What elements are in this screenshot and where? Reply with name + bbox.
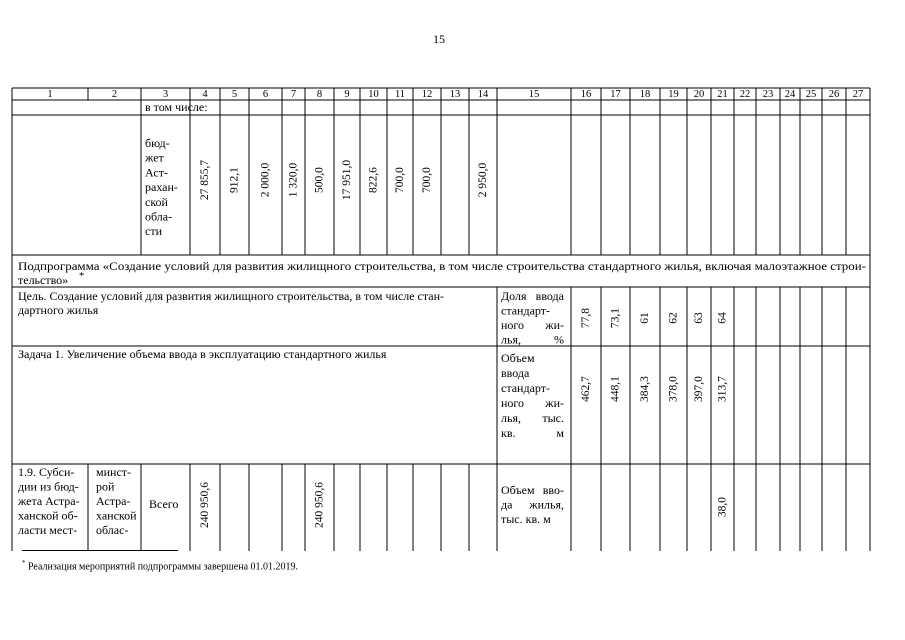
task-indicator: ного [501, 396, 525, 410]
column-header-14: 14 [477, 89, 489, 100]
column-header-17: 17 [610, 89, 621, 100]
column-header-2: 2 [111, 89, 118, 100]
column-header-27: 27 [852, 89, 864, 100]
item-responsible: Астра- [96, 494, 131, 508]
goal-indicator: жи- [545, 318, 564, 332]
task-indicator: ввода [501, 366, 530, 380]
item-indicator: да [501, 497, 513, 512]
column-header-3: 3 [162, 89, 169, 100]
item-value-col8: 240 950,6 [313, 482, 326, 528]
column-header-19: 19 [668, 89, 679, 100]
item-value-col21: 38,0 [716, 496, 729, 518]
goal-value: 61 [639, 312, 651, 324]
task-text: Задача 1. Увеличение объема ввода в эксплуатацию стандартного жилья [18, 347, 387, 361]
task-value: 313,7 [716, 376, 729, 402]
goal-indicator: ввода [535, 289, 564, 303]
column-header-22: 22 [739, 89, 751, 100]
item-title: дии из бюд- [18, 479, 79, 494]
column-header-12: 12 [421, 89, 433, 100]
item-total-label: Всего [149, 497, 179, 511]
column-header-1: 1 [47, 89, 53, 100]
goal-value: 77,8 [580, 307, 592, 329]
item-indicator: тыс. кв. м [501, 512, 551, 526]
budget-value: 1 320,0 [287, 162, 300, 198]
task-value: 378,0 [667, 376, 680, 402]
task-indicator: лья, [501, 411, 521, 425]
subprogram-footnote-mark: * [79, 271, 85, 282]
goal-indicator: лья, [501, 332, 521, 347]
goal-indicator: % [554, 332, 564, 347]
footnote-text: Реализация мероприятий подпрограммы завершена 01.01.2019. [25, 561, 299, 573]
item-title: ханской об- [18, 508, 78, 523]
task-indicator: кв. [501, 426, 516, 440]
budget-label: бюд- [145, 136, 170, 150]
goal-text: Цель. Создание условий для развития жилищного строительства, в том числе стан- [18, 289, 445, 303]
goal-value: 64 [716, 312, 729, 324]
budget-value: 700,0 [421, 167, 433, 193]
column-header-6: 6 [262, 89, 269, 100]
column-header-20: 20 [693, 89, 705, 100]
goal-indicator: стандарт- [501, 303, 550, 318]
budget-value: 17 951,0 [341, 159, 353, 201]
goal-text: дартного жилья [18, 303, 99, 317]
task-indicator: м [556, 426, 564, 440]
goal-indicator: Доля [501, 289, 527, 303]
item-responsible: ханской [96, 508, 137, 523]
budget-label: сти [145, 224, 162, 239]
budget-value: 700,0 [394, 167, 406, 193]
budget-label: рахан- [145, 180, 178, 195]
column-header-25: 25 [805, 89, 817, 100]
budget-value: 822,6 [367, 167, 380, 193]
budget-value: 912,1 [228, 167, 241, 193]
column-header-7: 7 [290, 89, 297, 100]
item-title: ласти мест- [18, 523, 78, 537]
item-indicator: вво- [542, 483, 564, 497]
column-header-4: 4 [202, 89, 208, 100]
task-value: 462,7 [580, 376, 592, 402]
task-indicator: тыс. [542, 411, 564, 425]
goal-value: 73,1 [609, 307, 622, 329]
budget-value: 27 855,7 [199, 159, 211, 201]
footnote-mark: * [22, 559, 26, 567]
column-header-13: 13 [449, 89, 461, 100]
column-header-26: 26 [828, 89, 840, 100]
column-header-18: 18 [639, 89, 651, 100]
budget-label: ской [145, 194, 168, 209]
item-responsible: облас- [96, 523, 129, 537]
item-title: жета Астра- [18, 494, 80, 508]
footnote [22, 559, 298, 572]
column-header-21: 21 [717, 89, 728, 100]
column-header-16: 16 [580, 89, 592, 100]
column-header-24: 24 [784, 89, 796, 100]
footnote-rule [22, 550, 178, 551]
task-indicator: Объем [501, 351, 535, 365]
budget-label: жет [145, 150, 164, 165]
goal-value: 63 [693, 312, 705, 324]
subprogram-title: Подпрограмма «Создание условий для развития жилищного строительства, в том числе строительства стандартного жилья, включая малоэтажное строи- [18, 259, 866, 273]
task-indicator: жи- [545, 396, 564, 410]
item-responsible: рой [96, 479, 115, 494]
column-header-10: 10 [368, 89, 379, 100]
column-header-8: 8 [316, 89, 323, 100]
column-header-5: 5 [231, 89, 238, 100]
subprogram-title: тельство» [18, 273, 69, 287]
page-number: 15 [433, 32, 445, 46]
column-header-9: 9 [344, 89, 350, 100]
table-grid [12, 88, 870, 551]
task-value: 397,0 [693, 376, 705, 402]
column-header-11: 11 [394, 89, 406, 100]
column-header-15: 15 [528, 89, 540, 100]
goal-value: 62 [667, 312, 680, 324]
budget-label: Аст- [145, 165, 168, 180]
task-value: 448,1 [609, 376, 622, 402]
item-indicator: Объем [501, 483, 535, 497]
item-title: 1.9. Субси- [18, 465, 75, 479]
task-indicator: стандарт- [501, 381, 550, 395]
including-label: в том числе: [145, 100, 208, 114]
goal-indicator: ного [501, 318, 525, 332]
budget-value: 2 000,0 [259, 162, 272, 198]
item-responsible: минст- [96, 465, 132, 479]
budget-value: 500,0 [313, 167, 326, 193]
column-header-23: 23 [762, 89, 774, 100]
budget-label: обла- [145, 209, 173, 224]
item-total-value: 240 950,6 [199, 482, 211, 528]
item-indicator: жилья, [529, 497, 564, 512]
task-value: 384,3 [639, 376, 651, 402]
budget-value: 2 950,0 [477, 162, 489, 198]
